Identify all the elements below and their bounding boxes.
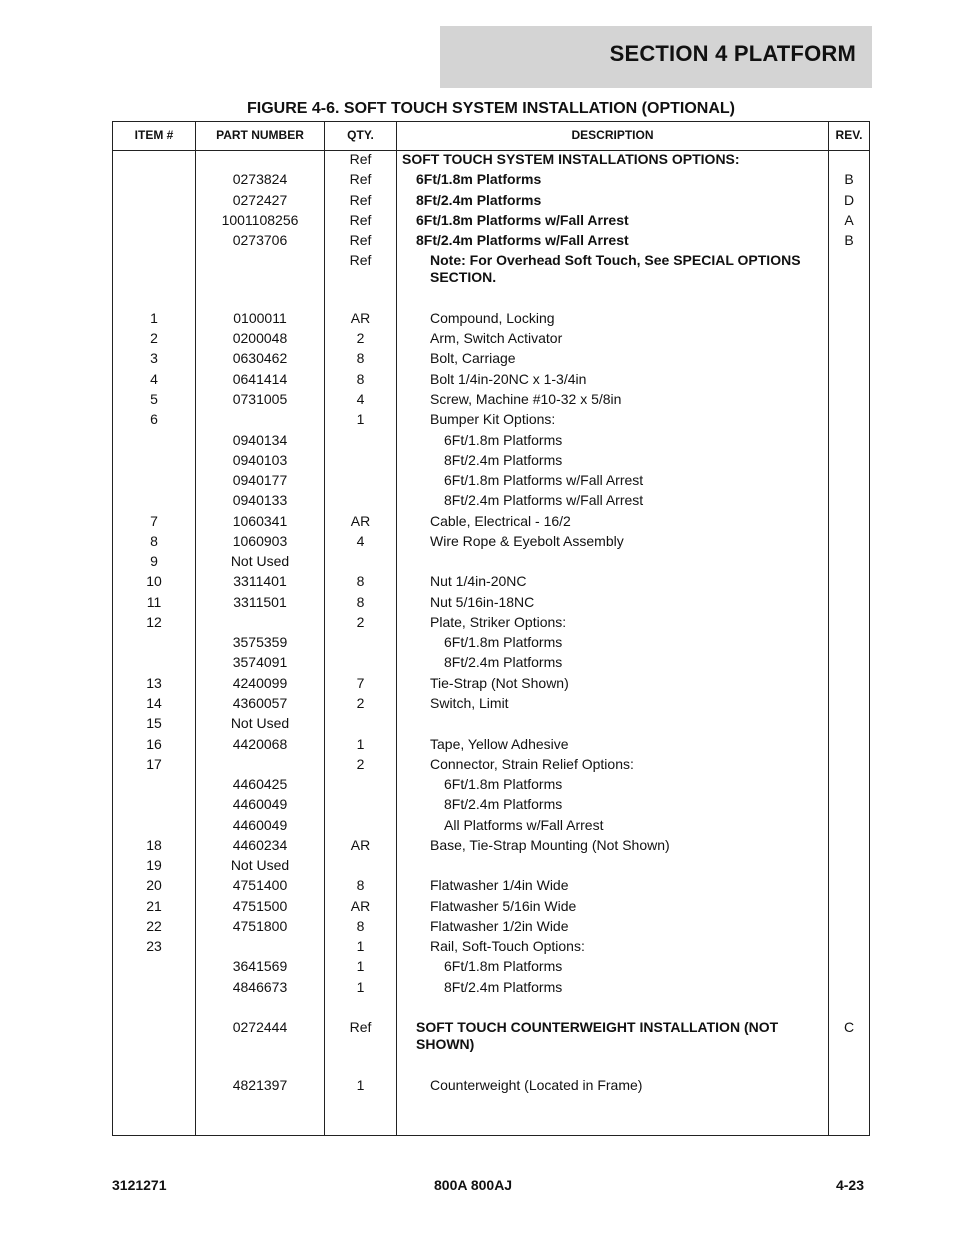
quantity-cell: 8	[356, 350, 365, 366]
revision-cell: C	[843, 1019, 855, 1035]
quantity-cell: 1	[356, 958, 365, 974]
item-number-cell: 17	[146, 756, 162, 772]
description-cell: Wire Rope & Eyebolt Assembly	[430, 533, 624, 549]
description-cell: 6Ft/1.8m Platforms	[416, 171, 542, 187]
quantity-cell: 1	[356, 411, 365, 427]
part-number-cell: Not Used	[230, 553, 290, 569]
parts-table	[112, 121, 870, 1136]
header-description: DESCRIPTION	[571, 128, 654, 142]
part-number-cell: 4360057	[232, 695, 288, 711]
part-number-cell: 0641414	[232, 371, 288, 387]
part-number-cell: 3575359	[232, 634, 288, 650]
item-number-cell: 15	[146, 715, 162, 731]
description-cell: Bolt 1/4in-20NC x 1-3/4in	[430, 371, 587, 387]
item-number-cell: 18	[146, 837, 162, 853]
description-cell: Connector, Strain Relief Options:	[430, 756, 634, 772]
part-number-cell: 1001108256	[221, 212, 299, 228]
part-number-cell: 4821397	[232, 1077, 288, 1093]
description-cell: Plate, Striker Options:	[430, 614, 567, 630]
item-number-cell: 10	[146, 573, 162, 589]
quantity-cell: 1	[356, 736, 365, 752]
quantity-cell: 1	[356, 1077, 365, 1093]
part-number-cell: 0272427	[232, 192, 288, 208]
item-number-cell: 23	[146, 938, 162, 954]
footer-page-number: 4-23	[835, 1177, 864, 1193]
description-cell: Flatwasher 5/16in Wide	[430, 898, 577, 914]
part-number-cell: 4751800	[232, 918, 288, 934]
section-banner	[440, 26, 872, 88]
item-number-cell: 6	[150, 411, 158, 427]
description-cell: Counterweight (Located in Frame)	[430, 1077, 643, 1093]
item-number-cell: 21	[146, 898, 162, 914]
item-number-cell: 22	[146, 918, 162, 934]
description-cell: 8Ft/2.4m Platforms w/Fall Arrest	[416, 232, 629, 248]
quantity-cell: 2	[356, 695, 365, 711]
revision-cell: B	[844, 232, 854, 248]
quantity-cell: 8	[356, 918, 365, 934]
description-cell: Flatwasher 1/4in Wide	[430, 877, 569, 893]
part-number-cell: 1060341	[232, 513, 288, 529]
description-cell: 6Ft/1.8m Platforms	[444, 634, 563, 650]
header-qty: QTY.	[347, 128, 374, 142]
quantity-cell: 7	[356, 675, 365, 691]
description-cell: Flatwasher 1/2in Wide	[430, 918, 569, 934]
quantity-cell: 1	[356, 938, 365, 954]
description-cell: SOFT TOUCH COUNTERWEIGHT INSTALLATION (NOT SHOWN)	[416, 1019, 779, 1052]
description-cell: 8Ft/2.4m Platforms	[444, 452, 563, 468]
item-number-cell: 9	[150, 553, 158, 569]
part-number-cell: 0630462	[232, 350, 288, 366]
description-cell: Tape, Yellow Adhesive	[430, 736, 569, 752]
description-cell: 6Ft/1.8m Platforms w/Fall Arrest	[444, 472, 644, 488]
part-number-cell: 4460425	[232, 776, 288, 792]
item-number-cell: 13	[146, 675, 162, 691]
part-number-cell: 0731005	[232, 391, 288, 407]
description-cell: SOFT TOUCH SYSTEM INSTALLATIONS OPTIONS:	[402, 151, 740, 167]
quantity-cell: Ref	[349, 212, 372, 228]
item-number-cell: 12	[146, 614, 162, 630]
part-number-cell: 0940103	[232, 452, 288, 468]
part-number-cell: 4420068	[232, 736, 288, 752]
part-number-cell: 0940134	[232, 432, 288, 448]
part-number-cell: 0940177	[232, 472, 288, 488]
item-number-cell: 4	[150, 371, 158, 387]
part-number-cell: 4460049	[232, 817, 288, 833]
part-number-cell: 4751400	[232, 877, 288, 893]
part-number-cell: Not Used	[230, 857, 290, 873]
figure-title: FIGURE 4-6. SOFT TOUCH SYSTEM INSTALLATION (OPTIONAL)	[247, 100, 735, 117]
section-title: SECTION 4 PLATFORM	[609, 41, 856, 66]
quantity-cell: Ref	[349, 1019, 372, 1035]
part-number-cell: 4846673	[232, 979, 288, 995]
description-cell: 8Ft/2.4m Platforms	[444, 979, 563, 995]
item-number-cell: 3	[150, 350, 158, 366]
item-number-cell: 1	[150, 310, 158, 326]
quantity-cell: Ref	[349, 171, 372, 187]
part-number-cell: 0272444	[232, 1019, 288, 1035]
column-divider	[396, 122, 397, 1135]
header-item: ITEM #	[134, 128, 174, 142]
quantity-cell: 8	[356, 594, 365, 610]
quantity-cell: Ref	[349, 151, 372, 167]
part-number-cell: 0273706	[232, 232, 288, 248]
part-number-cell: 0940133	[232, 492, 288, 508]
description-cell: Tie-Strap (Not Shown)	[430, 675, 569, 691]
quantity-cell: 4	[356, 533, 365, 549]
table-header-row	[113, 122, 869, 151]
quantity-cell: 8	[356, 877, 365, 893]
part-number-cell: 1060903	[232, 533, 288, 549]
description-cell: 8Ft/2.4m Platforms	[416, 192, 542, 208]
quantity-cell: AR	[350, 513, 371, 529]
description-cell: Screw, Machine #10-32 x 5/8in	[430, 391, 622, 407]
quantity-cell: AR	[350, 898, 371, 914]
description-cell: Bumper Kit Options:	[430, 411, 556, 427]
quantity-cell: 2	[356, 756, 365, 772]
part-number-cell: 4751500	[232, 898, 288, 914]
quantity-cell: AR	[350, 310, 371, 326]
quantity-cell: 1	[356, 979, 365, 995]
quantity-cell: 4	[356, 391, 365, 407]
footer-document-number: 3121271	[112, 1177, 167, 1193]
header-part-number: PART NUMBER	[216, 128, 304, 142]
quantity-cell: Ref	[349, 192, 372, 208]
item-number-cell: 11	[146, 594, 162, 610]
part-number-cell: 3574091	[232, 654, 288, 670]
part-number-cell: 3311401	[233, 573, 287, 589]
quantity-cell: 2	[356, 330, 365, 346]
part-number-cell: 0200048	[232, 330, 288, 346]
part-number-cell: 0273824	[232, 171, 288, 187]
header-rev: REV.	[835, 128, 863, 142]
description-cell: Bolt, Carriage	[430, 350, 516, 366]
item-number-cell: 14	[146, 695, 162, 711]
description-cell: Compound, Locking	[430, 310, 555, 326]
item-number-cell: 5	[150, 391, 158, 407]
part-number-cell: 3311501	[233, 594, 287, 610]
quantity-cell: Ref	[349, 232, 372, 248]
revision-cell: B	[844, 171, 854, 187]
item-number-cell: 2	[150, 330, 158, 346]
revision-cell: A	[844, 212, 854, 228]
footer-model: 800A 800AJ	[434, 1177, 513, 1193]
quantity-cell: AR	[350, 837, 371, 853]
description-cell: Note: For Overhead Soft Touch, See SPECIAL OPTIONS SECTION.	[430, 252, 801, 285]
part-number-cell: 4460049	[232, 796, 288, 812]
quantity-cell: 2	[356, 614, 365, 630]
item-number-cell: 7	[150, 513, 158, 529]
description-cell: All Platforms w/Fall Arrest	[444, 817, 604, 833]
description-cell: 6Ft/1.8m Platforms w/Fall Arrest	[416, 212, 629, 228]
description-cell: Nut 1/4in-20NC	[430, 573, 527, 589]
item-number-cell: 20	[146, 877, 162, 893]
description-cell: Base, Tie-Strap Mounting (Not Shown)	[430, 837, 670, 853]
item-number-cell: 16	[146, 736, 162, 752]
quantity-cell: 8	[356, 573, 365, 589]
description-cell: 8Ft/2.4m Platforms	[444, 654, 563, 670]
description-cell: Arm, Switch Activator	[430, 330, 563, 346]
description-cell: 6Ft/1.8m Platforms	[444, 432, 563, 448]
description-cell: Nut 5/16in-18NC	[430, 594, 535, 610]
item-number-cell: 8	[150, 533, 158, 549]
revision-cell: D	[843, 192, 855, 208]
part-number-cell: 3641569	[232, 958, 288, 974]
description-cell: 6Ft/1.8m Platforms	[444, 958, 563, 974]
quantity-cell: Ref	[349, 252, 372, 268]
description-cell: 6Ft/1.8m Platforms	[444, 776, 563, 792]
description-cell: Rail, Soft-Touch Options:	[430, 938, 585, 954]
part-number-cell: 0100011	[233, 310, 287, 326]
part-number-cell: 4240099	[232, 675, 288, 691]
description-cell: Switch, Limit	[430, 695, 509, 711]
item-number-cell: 19	[146, 857, 162, 873]
part-number-cell: 4460234	[232, 837, 288, 853]
quantity-cell: 8	[356, 371, 365, 387]
part-number-cell: Not Used	[230, 715, 290, 731]
description-cell: 8Ft/2.4m Platforms	[444, 796, 563, 812]
description-cell: Cable, Electrical - 16/2	[430, 513, 571, 529]
description-cell: 8Ft/2.4m Platforms w/Fall Arrest	[444, 492, 644, 508]
